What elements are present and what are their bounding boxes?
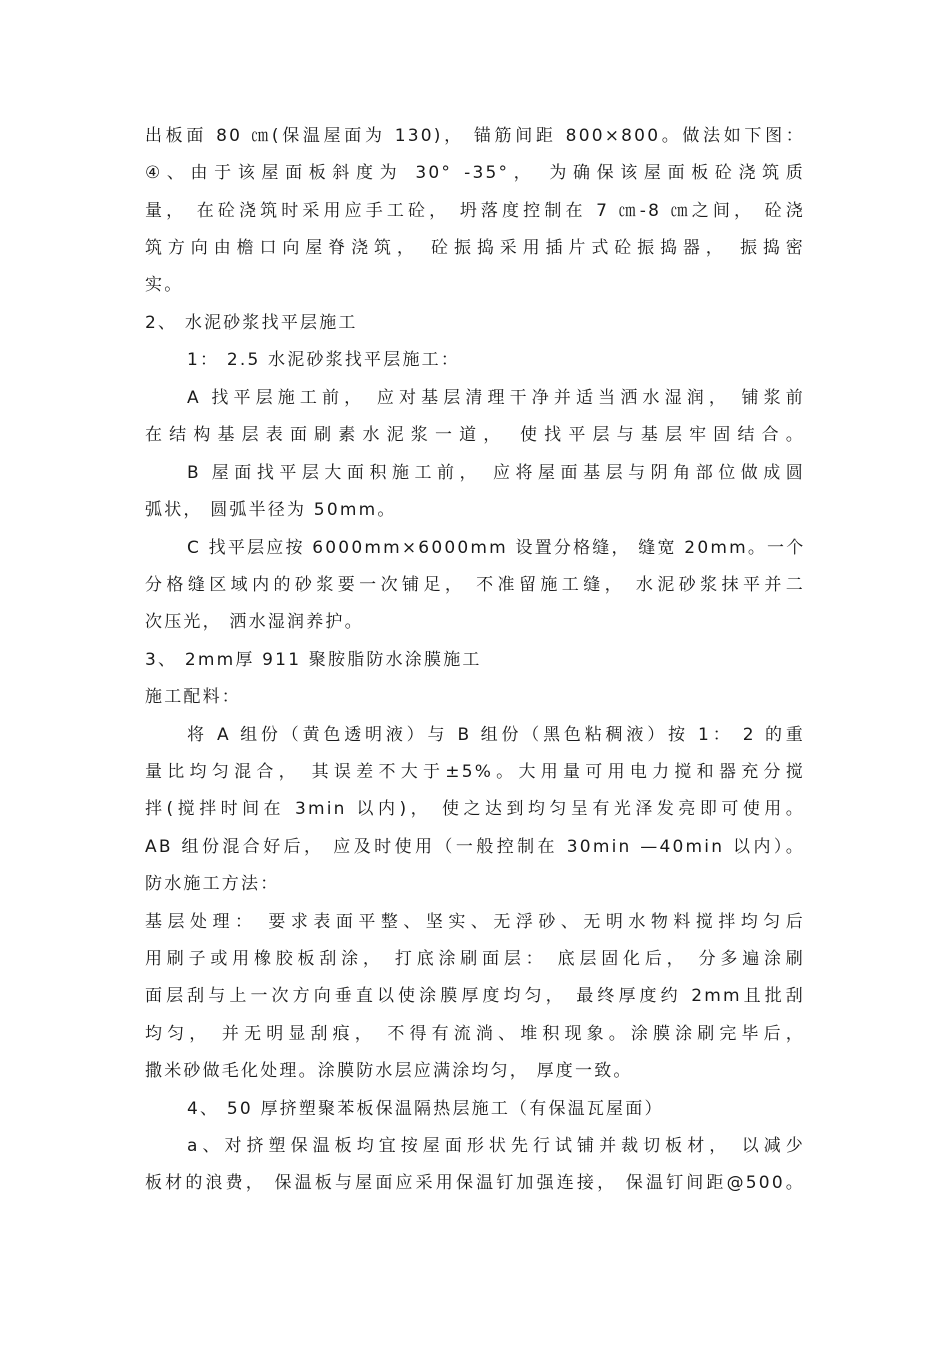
text-line: 均匀， 并无明显刮痕， 不得有流淌、堆积现象。涂膜涂刷完毕后， bbox=[145, 1024, 805, 1044]
text-line: 基层处理： 要求表面平整、坚实、无浮砂、无明水物料搅拌均匀后 bbox=[145, 912, 805, 932]
section-heading: 3、 2mm厚 911 聚胺脂防水涂膜施工 bbox=[145, 650, 482, 670]
text-line: ④、由于该屋面板斜度为 30° -35°， 为确保该屋面板砼浇筑质 bbox=[145, 163, 805, 183]
text-line: 用刷子或用橡胶板刮涂， 打底涂刷面层： 底层固化后， 分多遍涂刷 bbox=[145, 949, 805, 969]
text-line: A 找平层施工前， 应对基层清理干净并适当洒水湿润， 铺浆前 bbox=[187, 388, 805, 408]
sub-heading: 施工配料： bbox=[145, 687, 241, 707]
text-line: 将 A 组份（黄色透明液）与 B 组份（黑色粘稠液）按 1： 2 的重 bbox=[187, 725, 805, 745]
text-line: 撒米砂做毛化处理。涂膜防水层应满涂均匀， 厚度一致。 bbox=[145, 1061, 633, 1081]
text-line: B 屋面找平层大面积施工前， 应将屋面基层与阴角部位做成圆 bbox=[187, 463, 805, 483]
section-heading: 4、 50 厚挤塑聚苯板保温隔热层施工（有保温瓦屋面） bbox=[187, 1099, 664, 1119]
text-line: 拌(搅拌时间在 3min 以内)， 使之达到均匀呈有光泽发亮即可使用。 bbox=[145, 799, 805, 819]
sub-heading: 1： 2.5 水泥砂浆找平层施工： bbox=[187, 350, 461, 370]
text-line: 量比均匀混合， 其误差不大于±5%。大用量可用电力搅和器充分搅 bbox=[145, 762, 805, 782]
section-heading: 2、 水泥砂浆找平层施工 bbox=[145, 313, 358, 333]
text-line: a、对挤塑保温板均宜按屋面形状先行试铺并裁切板材， 以减少 bbox=[187, 1136, 805, 1156]
text-line: 筑方向由檐口向屋脊浇筑， 砼振捣采用插片式砼振捣器， 振捣密 bbox=[145, 238, 805, 258]
text-line: 次压光， 洒水湿润养护。 bbox=[145, 612, 364, 632]
text-line: 在结构基层表面刷素水泥浆一道， 使找平层与基层牢固结合。 bbox=[145, 425, 805, 445]
text-line: 实。 bbox=[145, 275, 184, 295]
text-line: 量， 在砼浇筑时采用应手工砼， 坍落度控制在 7 ㎝-8 ㎝之间， 砼浇 bbox=[145, 201, 805, 221]
sub-heading: 防水施工方法： bbox=[145, 874, 280, 894]
text-line: 板材的浪费， 保温板与屋面应采用保温钉加强连接， 保温钉间距@500。 bbox=[145, 1173, 805, 1193]
text-line: 面层刮与上一次方向垂直以使涂膜厚度均匀， 最终厚度约 2mm且批刮 bbox=[145, 986, 805, 1006]
text-line: 弧状， 圆弧半径为 50mm。 bbox=[145, 500, 397, 520]
text-line: C 找平层应按 6000mm×6000mm 设置分格缝， 缝宽 20mm。一个 bbox=[187, 538, 806, 558]
text-line: 分格缝区域内的砂浆要一次铺足， 不准留施工缝， 水泥砂浆抹平并二 bbox=[145, 575, 805, 595]
text-line: 出板面 80 ㎝(保温屋面为 130)， 锚筋间距 800×800。做法如下图： bbox=[145, 126, 805, 146]
text-line: AB 组份混合好后， 应及时使用（一般控制在 30min —40min 以内）。 bbox=[145, 837, 805, 857]
